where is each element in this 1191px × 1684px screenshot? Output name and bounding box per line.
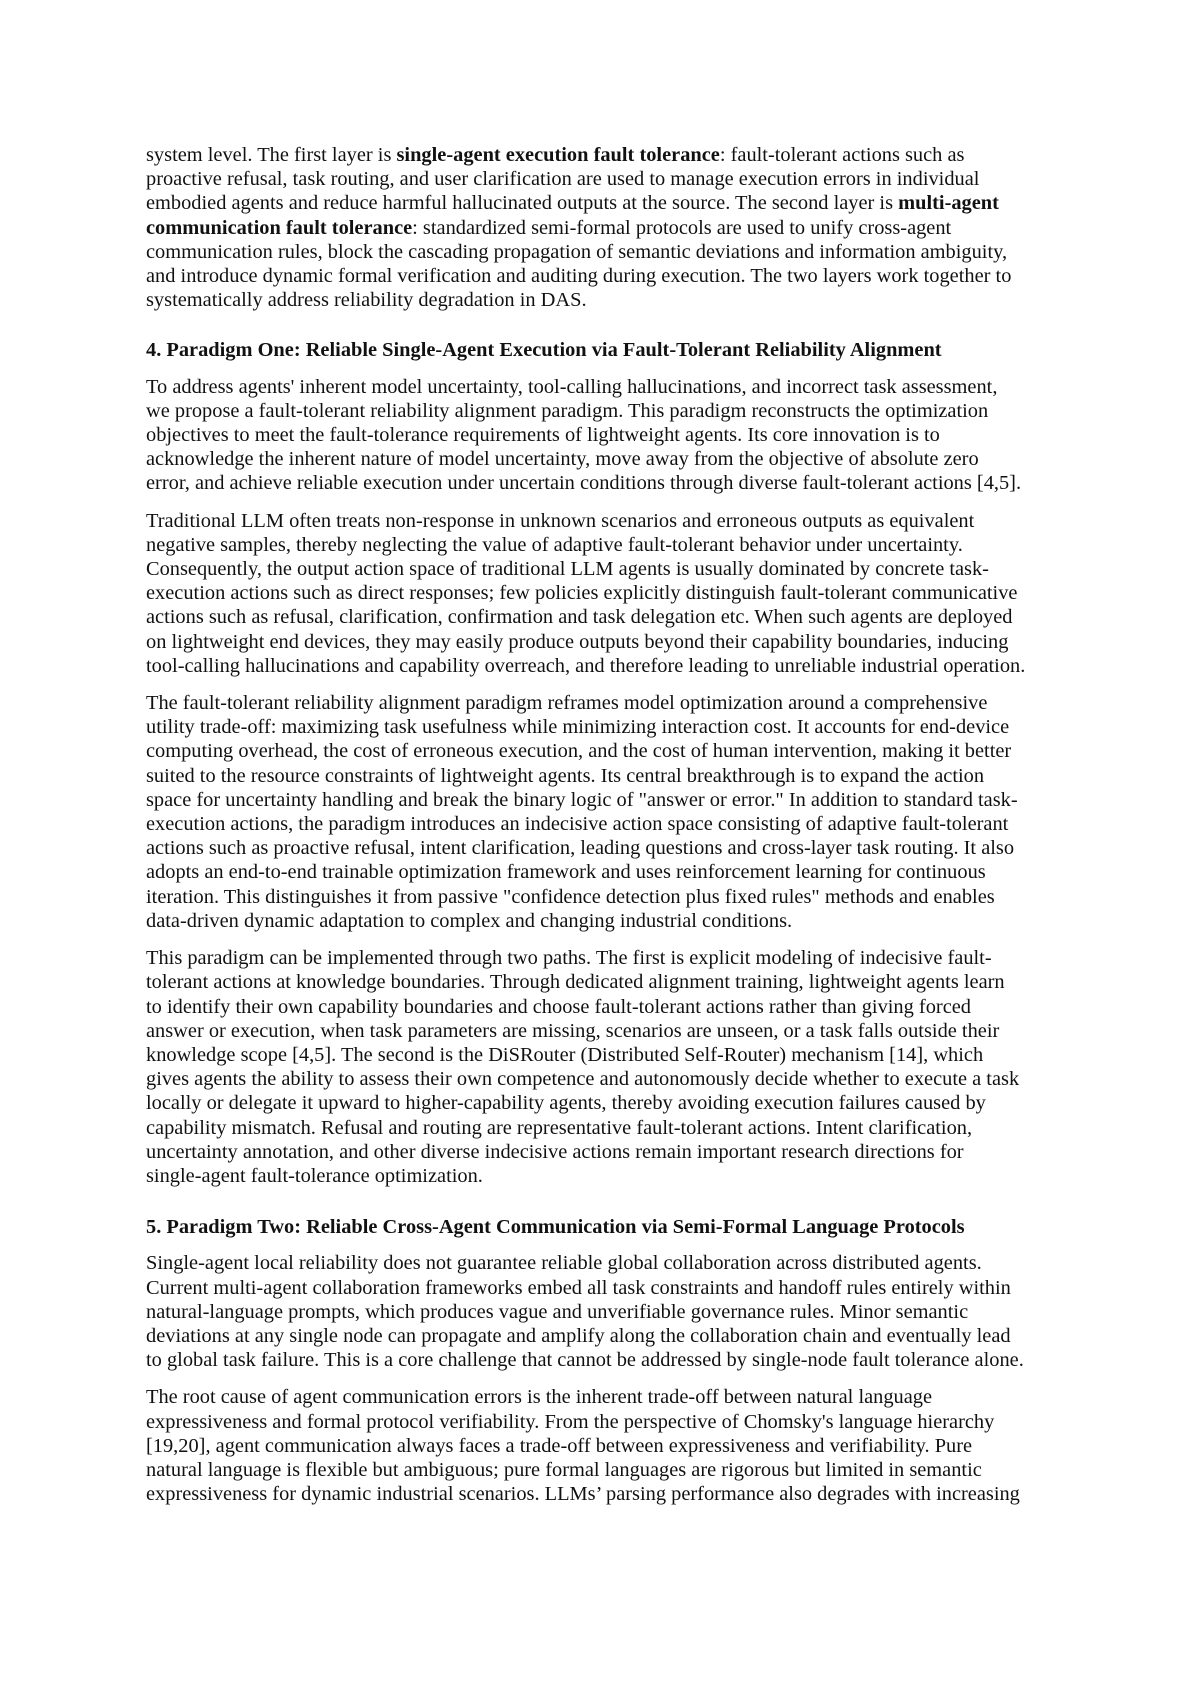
section-4-paragraph-3: The fault-tolerant reliability alignment paradigm reframes model optimization around a comprehensive utility trade-off: maximizing task usefulness while minimizing interaction cost. It accounts for end-device computing overhead, the cost of erroneous execution, and the cost of human intervention, making it better suited to the resource constraints of lightweight agents. Its central breakthrough is to expand the action space for uncertainty handling and break the binary logic of "answer or error." In addition to standard task- execution actions, the paradigm introduces an indecisive action space consisting of adaptive fault-tolerant actions such as proactive refusal, intent clarification, leading questions and cross-layer task routing. It also adopts an end-to-end trainable optimization framework and uses reinforcement learning for continuous iteration. This distinguishes it from passive "confidence detection plus fixed rules" methods and enables data-driven dynamic adaptation to complex and changing industrial conditions. xyxy=(146,692,1018,932)
intro-bold-term: single-agent execution fault tolerance xyxy=(396,144,720,166)
intro-segment: system level. The first layer is xyxy=(146,144,397,166)
section-4-paragraph-1: To address agents' inherent model uncertainty, tool-calling hallucinations, and incorrect task assessment, we propose a fault-tolerant reliability alignment paradigm. This paradigm reconstructs the optimization objectives to meet the fault-tolerance requirements of lightweight agents. Its core innovation is to acknowledge the inherent nature of model uncertainty, move away from the objective of absolute zero error, and achieve reliable execution under uncertain conditions through diverse fault-tolerant actions [4,5]. xyxy=(146,375,1022,495)
section-5-heading: 5. Paradigm Two: Reliable Cross-Agent Communication via Semi-Formal Language Protocols xyxy=(146,1216,965,1239)
section-4-paragraph-4: This paradigm can be implemented through two paths. The first is explicit modeling of indecisive fault- tolerant actions at knowledge boundaries. Through dedicated alignment training, lightweight agents learn to identify their own capability boundaries and choose fault-tolerant actions rather than giving forced answer or execution, when task parameters are missing, scenarios are unseen, or a task falls outside their knowledge scope [4,5]. The second is the DiSRouter (Distributed Self-Router) mechanism [14], which gives agents the ability to assess their own competence and autonomously decide whether to execute a task locally or delegate it upward to higher-capability agents, thereby avoiding execution failures caused by capability mismatch. Refusal and routing are representative fault-tolerant actions. Intent clarification, uncertainty annotation, and other diverse indecisive actions remain important research directions for single-agent fault-tolerance optimization. xyxy=(146,947,1020,1187)
intro-segment: : standardized semi-formal protocols are used to unify cross-agent communication rules, block the cascading propagation of semantic deviations and information ambiguity, and introduce dynamic formal verification and auditing during execution. The two layers work together to systematically address reliability degradation in DAS. xyxy=(146,216,1012,312)
section-5-paragraph-1: Single-agent local reliability does not guarantee reliable global collaboration across distributed agents. Current multi-agent collaboration frameworks embed all task constraints and handoff rules entirely within natural-language prompts, which produces vague and unverifiable governance rules. Minor semantic deviations at any single node can propagate and amplify along the collaboration chain and eventually lead to global task failure. This is a core challenge that cannot be addressed by single-node fault tolerance alone. xyxy=(146,1252,1024,1372)
intro-paragraph xyxy=(146,143,1056,312)
intro-segment: : fault-tolerant actions such as proactive refusal, task routing, and user clarification are used to manage execution errors in individual embodied agents and reduce harmful hallucinated outputs at the source. The second layer is xyxy=(146,144,980,215)
section-4-heading: 4. Paradigm One: Reliable Single-Agent Execution via Fault-Tolerant Reliability Alignment xyxy=(146,339,942,362)
document-page xyxy=(146,143,1056,1519)
section-4-paragraph-2: Traditional LLM often treats non-response in unknown scenarios and erroneous outputs as equivalent negative samples, thereby neglecting the value of adaptive fault-tolerant behavior under uncertainty. Consequently, the output action space of traditional LLM agents is usually dominated by concrete task- execution actions such as direct responses; few policies explicitly distinguish fault-tolerant communicative actions such as refusal, clarification, confirmation and task delegation etc. When such agents are deployed on lightweight end devices, they may easily produce outputs beyond their capability boundaries, inducing tool-calling hallucinations and capability overreach, and therefore leading to unreliable industrial operation. xyxy=(146,509,1026,677)
intro-bold-term: multi-agent communication fault tolerance xyxy=(146,192,999,239)
section-5-paragraph-2: The root cause of agent communication errors is the inherent trade-off between natural language expressiveness and formal protocol verifiability. From the perspective of Chomsky's language hierarchy [19,20], agent communication always faces a trade-off between expressiveness and verifiability. Pure natural language is flexible but ambiguous; pure formal languages are rigorous but limited in semantic expressiveness for dynamic industrial scenarios. LLMs’ parsing performance also degrades with increasing xyxy=(146,1386,1020,1506)
